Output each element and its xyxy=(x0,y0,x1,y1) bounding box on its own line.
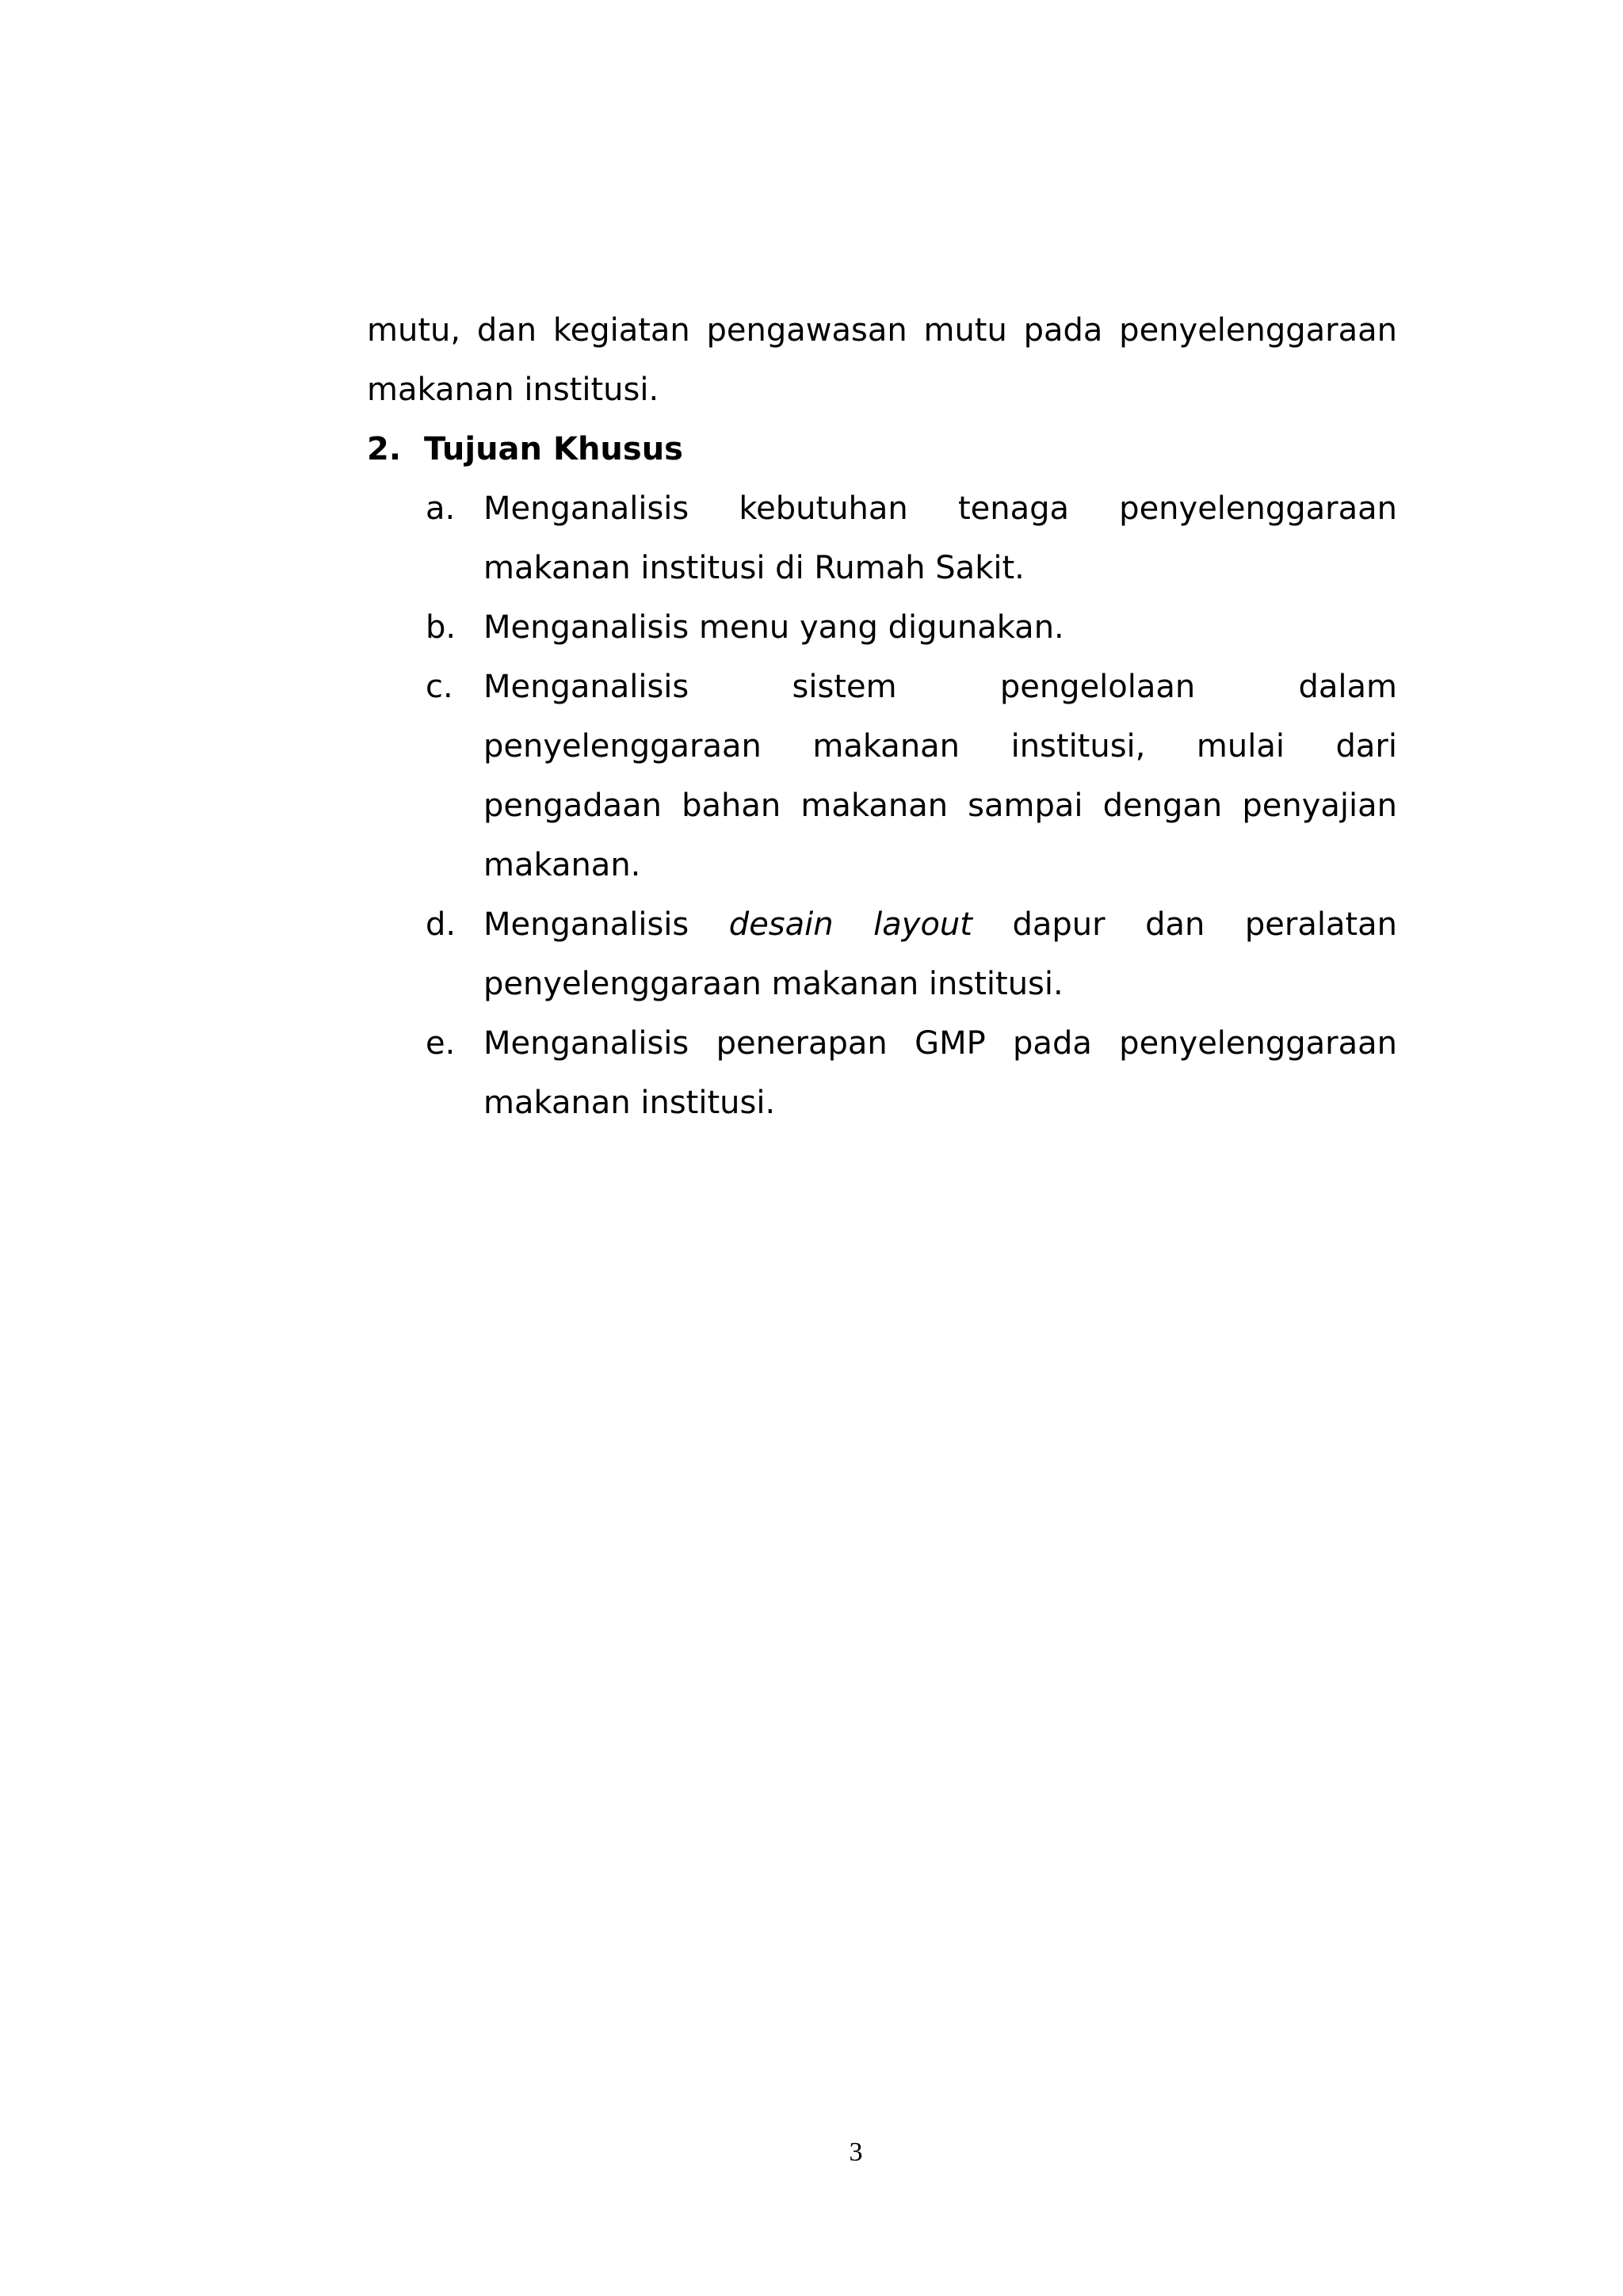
list-item-d xyxy=(367,895,1397,1014)
intro-line-1: mutu, dan kegiatan pengawasan mutu pada penyelenggaraan xyxy=(367,312,1397,349)
list-item-a xyxy=(367,479,1397,598)
section-title: Tujuan Khusus xyxy=(424,431,683,467)
list-item-b xyxy=(367,598,1397,658)
list-item-e xyxy=(367,1014,1397,1133)
list-item-c xyxy=(367,658,1397,895)
list-item-label: d. xyxy=(426,906,456,943)
list-item-text: Menganalisis sistem pengelolaan dalam penyelenggaraan makanan institusi, mulai dari pengadaan bahan makanan sampai dengan penyajian makanan. xyxy=(483,669,1397,883)
list-item-text: Menganalisis penerapan GMP pada penyelenggaraan makanan institusi. xyxy=(483,1025,1397,1121)
list-item-text: Menganalisis kebutuhan tenaga penyelenggaraan makanan institusi di Rumah Sakit. xyxy=(483,490,1397,586)
list-item-text-end: dapur dan peralatan penyelenggaraan makanan institusi. xyxy=(483,906,1398,1002)
list-item-text xyxy=(483,895,1397,1014)
list-item-text: Menganalisis menu yang digunakan. xyxy=(483,609,1064,646)
list-item-label: a. xyxy=(426,490,456,527)
section-heading xyxy=(367,420,1397,479)
list-item-label: e. xyxy=(426,1025,456,1062)
section-number: 2. xyxy=(367,431,402,467)
italic-term-layout: layout xyxy=(873,906,972,943)
intro-line-2: makanan institusi. xyxy=(367,372,659,408)
list-item-label: b. xyxy=(426,609,456,646)
list-item-text-start: Menganalisis xyxy=(483,906,689,943)
page-number: 3 xyxy=(849,2138,863,2167)
list-item-label: c. xyxy=(426,669,453,705)
document-body xyxy=(367,301,1397,1133)
intro-paragraph xyxy=(367,301,1397,420)
italic-term-desain: desain xyxy=(728,906,834,943)
